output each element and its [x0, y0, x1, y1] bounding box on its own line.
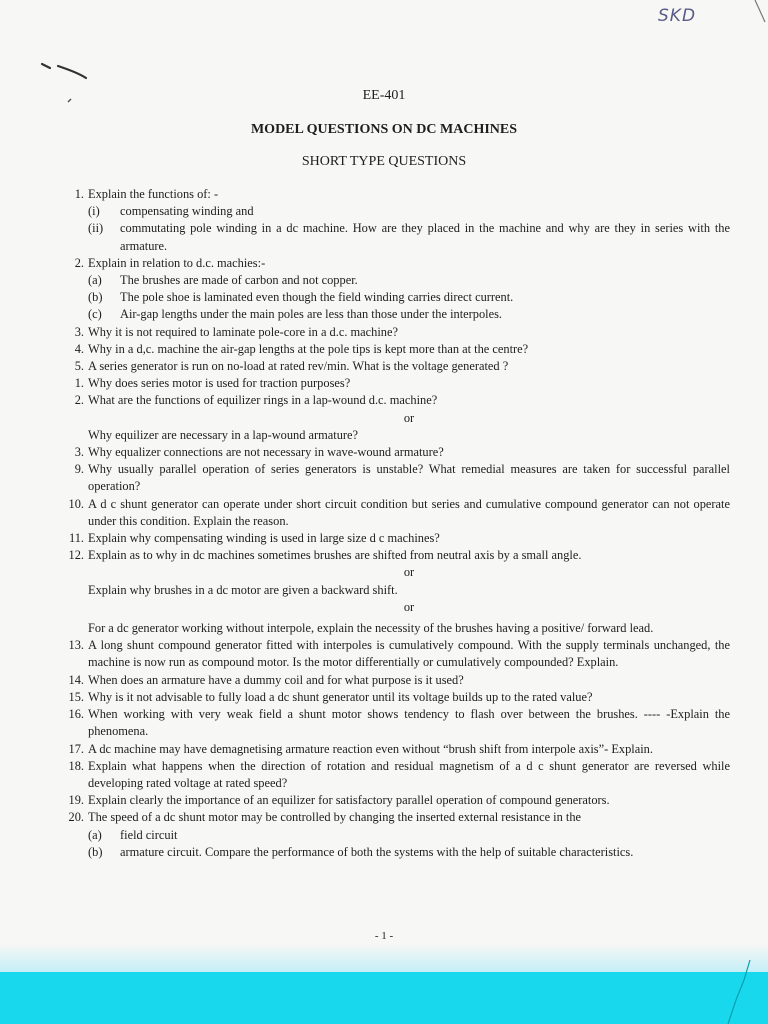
question-text: A long shunt compound generator fitted with interpoles is cumulatively compound. With the supply terminals unchanged, the machine is now run as compound motor. Is the motor differentially or cumulatively compounded? Explain.	[88, 638, 730, 670]
question-number: 1.	[74, 187, 84, 201]
question-text: A d c shunt generator can operate under short circuit condition but series and cumulative compound generator can not operate under this condition. Explain the reason.	[88, 496, 730, 528]
question-item	[52, 758, 730, 792]
sub-question-label: (a)	[88, 827, 102, 842]
question-text: Why does series motor is used for traction purposes?	[88, 376, 351, 391]
corner-scan-mark	[735, 0, 768, 40]
sub-question-label: (ii)	[88, 221, 104, 236]
sub-question-text: The pole shoe is laminated even though the field winding carries direct current.	[120, 290, 514, 305]
question-number: 12.	[68, 548, 84, 563]
question-item	[52, 358, 730, 375]
alternate-question-text: For a dc generator working without interpole, explain the necessity of the brushes having a positive/ forward lead.	[88, 621, 654, 636]
question-text: Explain why compensating winding is used in large size d c machines?	[88, 531, 440, 546]
question-item	[52, 375, 730, 392]
sub-question-text: compensating winding and	[120, 204, 254, 219]
question-item	[52, 496, 730, 530]
question-text: A series generator is run on no-load at rated rev/min. What is the voltage generated ?	[88, 359, 509, 374]
sub-question-text: commutating pole winding in a dc machine. How are they placed in the machine and why are they in series with the armature.	[120, 221, 730, 253]
page-number: - 1 -	[374, 930, 394, 942]
question-item	[52, 255, 730, 272]
sub-question-item	[52, 203, 730, 220]
question-item	[52, 186, 730, 203]
question-text: The speed of a dc shunt motor may be controlled by changing the inserted external resistance in the	[88, 810, 582, 825]
question-text: Explain in relation to d.c. machies:-	[88, 255, 266, 270]
or-separator: or	[403, 599, 415, 614]
question-item	[52, 792, 730, 809]
scan-tear-mark	[700, 960, 760, 1024]
question-text: Explain clearly the importance of an equilizer for satisfactory parallel operation of compound generators.	[88, 793, 610, 808]
question-number: 18.	[68, 758, 84, 773]
or-separator: or	[403, 565, 415, 580]
question-number: 2.	[74, 393, 84, 408]
question-number: 2.	[74, 255, 84, 270]
question-number: 5.	[74, 359, 84, 374]
handwritten-initials: SKD	[658, 6, 697, 26]
alternate-question-text: Explain why brushes in a dc motor are given a backward shift.	[88, 582, 398, 597]
question-number: 1.	[74, 376, 84, 391]
question-text: When working with very weak field a shunt motor shows tendency to flash over between the brushes. ---- -Explain the phenomena.	[88, 707, 730, 739]
question-item	[52, 637, 730, 671]
sub-question-item	[52, 272, 730, 289]
question-number: 17.	[68, 741, 84, 756]
sub-question-item	[52, 827, 730, 844]
question-text: Why in a d,c. machine the air-gap lengths at the pole tips is kept more than at the centre?	[88, 341, 529, 356]
question-text: Explain the functions of: -	[88, 187, 219, 201]
or-separator: or	[403, 410, 415, 425]
question-number: 16.	[68, 707, 84, 722]
question-number: 14.	[68, 672, 84, 687]
question-item	[52, 689, 730, 706]
sub-question-text: armature circuit. Compare the performance of both the systems with the help of suitable characteristics.	[120, 844, 634, 859]
question-item	[52, 392, 730, 409]
sub-question-item	[52, 844, 730, 861]
question-text: Why usually parallel operation of series generators is unstable? What remedial measures are taken for successful parallel operation?	[88, 462, 730, 494]
question-number: 4.	[74, 341, 84, 356]
question-number: 20.	[68, 810, 84, 825]
sub-question-label: (a)	[88, 273, 102, 288]
section-title: SHORT TYPE QUESTIONS	[301, 154, 467, 169]
sub-question-item	[52, 289, 730, 306]
question-item	[52, 461, 730, 495]
question-item	[52, 324, 730, 341]
sub-question-label: (c)	[88, 307, 102, 322]
question-item	[52, 341, 730, 358]
question-item	[52, 530, 730, 547]
sub-question-label: (b)	[88, 290, 103, 305]
question-text: When does an armature have a dummy coil and for what purpose is it used?	[88, 672, 464, 687]
question-item	[52, 672, 730, 689]
question-text: Why is it not advisable to fully load a dc shunt generator until its voltage builds up to the rated value?	[88, 689, 593, 704]
question-list	[52, 186, 730, 861]
question-number: 19.	[68, 793, 84, 808]
question-number: 15.	[68, 689, 84, 704]
sub-question-label: (i)	[88, 204, 100, 219]
sub-question-item	[52, 220, 730, 254]
question-text: A dc machine may have demagnetising armature reaction even without “brush shift from interpole axis”- Explain.	[88, 741, 653, 756]
question-number: 10.	[68, 496, 84, 511]
question-number: 11.	[68, 531, 84, 546]
question-number: 9.	[74, 462, 84, 477]
question-text: Explain what happens when the direction of rotation and residual magnetism of a d c shunt generator are reversed while developing rated voltage at rated speed?	[88, 758, 730, 790]
alternate-question-text: Why equilizer are necessary in a lap-wound armature?	[88, 427, 359, 442]
sub-question-text: field circuit	[120, 827, 178, 842]
question-text: Why equalizer connections are not necessary in wave-wound armature?	[88, 445, 444, 460]
question-item	[52, 809, 730, 826]
scan-background-band	[0, 972, 768, 1024]
question-number: 3.	[74, 445, 84, 460]
question-number: 3.	[74, 324, 84, 339]
question-number: 13.	[68, 638, 84, 653]
question-item	[52, 741, 730, 758]
question-item	[52, 706, 730, 740]
sub-question-label: (b)	[88, 844, 103, 859]
sub-question-item	[52, 306, 730, 323]
course-code: EE-401	[362, 88, 406, 103]
question-text: Why it is not required to laminate pole-core in a d.c. machine?	[88, 324, 398, 339]
sub-question-text: Air-gap lengths under the main poles are less than those under the interpoles.	[120, 307, 503, 322]
scan-edge-gradient	[0, 944, 768, 974]
sub-question-text: The brushes are made of carbon and not copper.	[120, 273, 358, 288]
question-text: Explain as to why in dc machines sometimes brushes are shifted from neutral axis by a small angle.	[88, 548, 582, 563]
question-item	[52, 444, 730, 461]
document-title: MODEL QUESTIONS ON DC MACHINES	[250, 122, 518, 137]
question-item	[52, 547, 730, 564]
question-text: What are the functions of equilizer rings in a lap-wound d.c. machine?	[88, 393, 438, 408]
